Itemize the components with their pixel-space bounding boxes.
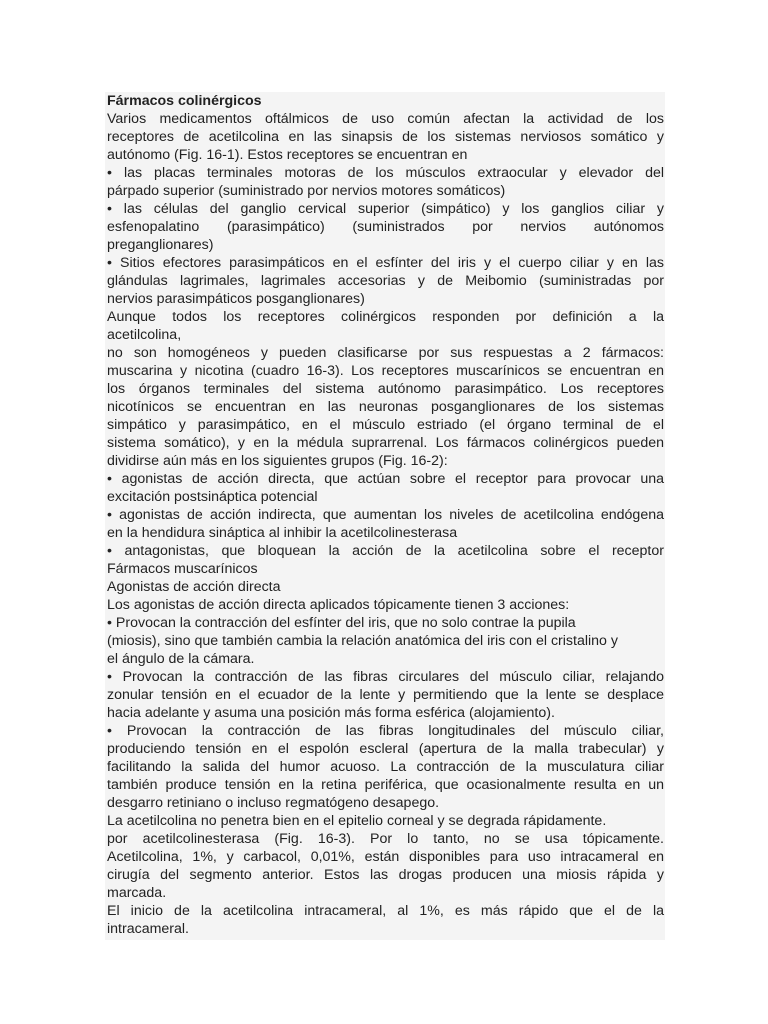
document-line: simpático y parasimpático, en el músculo estriado (el órgano terminal de el xyxy=(107,417,664,433)
document-line: • Sitios efectores parasimpáticos en el esfínter del iris y el cuerpo ciliar y en las xyxy=(107,255,664,271)
document-line: muscarina y nicotina (cuadro 16-3). Los receptores muscarínicos se encuentran en xyxy=(107,363,664,379)
document-text-block xyxy=(105,92,665,940)
document-line: Agonistas de acción directa xyxy=(107,579,281,595)
document-line: esfenopalatino (parasimpático) (suministrados por nervios autónomos xyxy=(107,219,664,235)
document-line: facilitando la salida del humor acuoso. La contracción de la musculatura ciliar xyxy=(107,759,664,775)
document-line: El inicio de la acetilcolina intracameral, al 1%, es más rápido que el de la xyxy=(107,903,664,919)
document-line: • Provocan la contracción de las fibras circulares del músculo ciliar, relajando xyxy=(107,669,664,685)
document-line: • las células del ganglio cervical superior (simpático) y los ganglios ciliar y xyxy=(107,201,664,217)
document-line: Aunque todos los receptores colinérgicos responden por definición a la xyxy=(107,309,664,325)
document-line: los órganos terminales del sistema autónomo parasimpático. Los receptores xyxy=(107,381,664,397)
document-line: sistema somático), y en la médula suprarrenal. Los fármacos colinérgicos pueden xyxy=(107,435,664,451)
document-line: dividirse aún más en los siguientes grupos (Fig. 16-2): xyxy=(107,453,448,469)
document-line: La acetilcolina no penetra bien en el epitelio corneal y se degrada rápidamente. xyxy=(107,813,607,829)
document-line: marcada. xyxy=(107,885,167,901)
document-line: • las placas terminales motoras de los músculos extraocular y elevador del xyxy=(107,165,664,181)
document-line: produciendo tensión en el espolón escleral (apertura de la malla trabecular) y xyxy=(107,741,664,757)
document-line: desgarro retiniano o incluso regmatógeno desapego. xyxy=(107,795,440,811)
document-line: Fármacos muscarínicos xyxy=(107,561,258,577)
document-line: cirugía del segmento anterior. Estos las drogas producen una miosis rápida y xyxy=(107,867,664,883)
document-line: • agonistas de acción indirecta, que aumentan los niveles de acetilcolina endógena xyxy=(107,507,664,523)
document-title: Fármacos colinérgicos xyxy=(107,93,262,109)
document-line: Acetilcolina, 1%, y carbacol, 0,01%, están disponibles para uso intracameral en xyxy=(107,849,664,865)
document-line: autónomo (Fig. 16-1). Estos receptores se encuentran en xyxy=(107,147,468,163)
document-line: preganglionares) xyxy=(107,237,214,253)
document-line: • agonistas de acción directa, que actúan sobre el receptor para provocar una xyxy=(107,471,664,487)
document-line: glándulas lagrimales, lagrimales accesorias y de Meibomio (suministradas por xyxy=(107,273,664,289)
document-line: por acetilcolinesterasa (Fig. 16-3). Por lo tanto, no se usa tópicamente. xyxy=(107,831,664,847)
document-line: no son homogéneos y pueden clasificarse por sus respuestas a 2 fármacos: xyxy=(107,345,664,361)
document-line: hacia adelante y asuma una posición más forma esférica (alojamiento). xyxy=(107,705,555,721)
document-line: párpado superior (suministrado por nervios motores somáticos) xyxy=(107,183,506,199)
document-line: Los agonistas de acción directa aplicados tópicamente tienen 3 acciones: xyxy=(107,597,570,613)
document-line: intracameral. xyxy=(107,921,190,937)
document-line: receptores de acetilcolina en las sinapsis de los sistemas nerviosos somático y xyxy=(107,129,664,145)
document-line: • Provocan la contracción de las fibras longitudinales del músculo ciliar, xyxy=(107,723,664,739)
document-line: Varios medicamentos oftálmicos de uso común afectan la actividad de los xyxy=(107,111,664,127)
document-line: también produce tensión en la retina periférica, que ocasionalmente resulta en un xyxy=(107,777,664,793)
document-line: nicotínicos se encuentran en las neuronas posganglionares de los sistemas xyxy=(107,399,664,415)
document-line: nervios parasimpáticos posganglionares) xyxy=(107,291,365,307)
document-line: • Provocan la contracción del esfínter del iris, que no solo contrae la pupila xyxy=(107,615,576,631)
document-line: el ángulo de la cámara. xyxy=(107,651,255,667)
document-line: en la hendidura sináptica al inhibir la acetilcolinesterasa xyxy=(107,525,458,541)
document-line: excitación postsináptica potencial xyxy=(107,489,318,505)
document-line: (miosis), sino que también cambia la relación anatómica del iris con el cristalino y xyxy=(107,633,618,649)
document-line: acetilcolina, xyxy=(107,327,182,343)
document-line: • antagonistas, que bloquean la acción de la acetilcolina sobre el receptor xyxy=(107,543,664,559)
document-line: zonular tensión en el ecuador de la lente y permitiendo que la lente se desplace xyxy=(107,687,664,703)
